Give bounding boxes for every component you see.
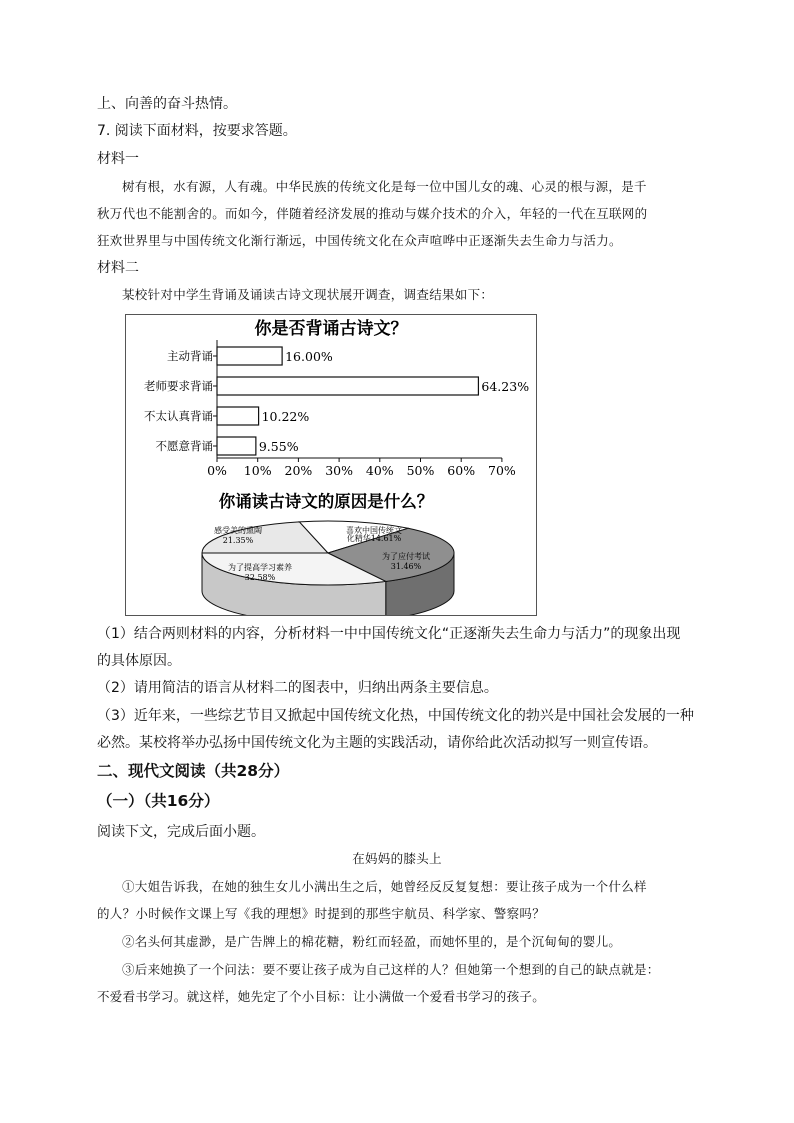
pie-slice-label: 喜欢中国传统文 — [346, 526, 402, 535]
material-2-paragraph: 某校针对中学生背诵及诵读古诗文现状展开调查，调查结果如下： — [122, 287, 494, 302]
material-1-label: 材料一 — [97, 151, 139, 167]
pie-slice-value-label: 31.46% — [390, 562, 422, 571]
text-line: 上、向善的奋斗热情。 — [97, 96, 237, 112]
bar-value-label: 64.23% — [481, 379, 530, 394]
pie-slice-label: 为了应付考试 — [382, 552, 430, 561]
bar-value-label: 9.55% — [258, 439, 299, 454]
pie-chart-title: 你诵读古诗文的原因是什么？ — [218, 492, 434, 511]
bar-x-tick-label: 10% — [243, 463, 272, 478]
survey-chart-svg — [126, 315, 536, 615]
sub-question-1-cont: 的具体原因。 — [97, 653, 181, 669]
pie-slice-value-label: 32.58% — [244, 573, 276, 582]
bar-category-label: 不愿意背诵 — [155, 439, 213, 453]
bar — [217, 437, 256, 455]
pie-slice-label: 感受美的熏陶 — [214, 526, 262, 535]
material-1-paragraph: 树有根，水有源，人有魂。中华民族的传统文化是每一位中国儿女的魂、心灵的根与源，是千 — [122, 179, 647, 194]
section-heading: 二、现代文阅读（共28分） — [97, 762, 290, 780]
story-paragraph: ③后来她换了一个问法：要不要让孩子成为自己这样的人？但她第一个想到的自己的缺点就是： — [122, 962, 660, 977]
bar-x-tick-label: 0% — [207, 463, 227, 478]
bar-x-tick-label: 70% — [488, 463, 516, 478]
bar-x-tick-label: 50% — [406, 463, 435, 478]
bar-x-tick-label: 20% — [284, 463, 313, 478]
bar-category-label: 老师要求背诵 — [144, 379, 213, 393]
subsection-heading: （一）（共16分） — [97, 792, 220, 810]
bar-value-label: 10.22% — [261, 409, 310, 424]
sub-question-2: （2）请用简洁的语言从材料二的图表中，归纳出两条主要信息。 — [97, 680, 498, 696]
bar-x-tick-label: 30% — [325, 463, 353, 478]
sub-question-3-cont: 必然。某校将举办弘扬中国传统文化为主题的实践活动，请你给此次活动拟写一则宣传语。 — [97, 735, 657, 751]
material-2-label: 材料二 — [97, 260, 139, 276]
bar-x-tick-label: 60% — [447, 463, 476, 478]
sub-question-1: （1）结合两则材料的内容，分析材料一中中国传统文化“正逐渐失去生命力与活力”的现象出现 — [97, 626, 681, 642]
bar — [217, 407, 259, 425]
story-paragraph: ②名头何其虚渺，是广告牌上的棉花糖，粉红而轻盈，而她怀里的，是个沉甸甸的婴儿。 — [122, 934, 622, 949]
story-paragraph: 不爱看书学习。就这样，她先定了个小目标：让小满做一个爱看书学习的孩子。 — [97, 989, 546, 1004]
bar-x-tick-label: 40% — [365, 463, 394, 478]
bar-category-label: 不太认真背诵 — [144, 409, 213, 423]
material-1-paragraph: 狂欢世界里与中国传统文化渐行渐远，中国传统文化在众声喧哗中正逐渐失去生命力与活力。 — [97, 233, 622, 248]
bar-category-label: 主动背诵 — [167, 349, 213, 363]
bar-value-label: 16.00% — [285, 349, 333, 364]
story-paragraph: ①大姐告诉我，在她的独生女儿小满出生之后，她曾经反反复复想：要让孩子成为一个什么样 — [122, 879, 647, 894]
bar — [217, 347, 282, 365]
bar — [217, 377, 478, 395]
reading-instruction: 阅读下文，完成后面小题。 — [97, 824, 265, 840]
question-7: 7. 阅读下面材料，按要求答题。 — [97, 123, 297, 139]
story-title: 在妈妈的膝头上 — [352, 851, 442, 866]
story-paragraph: 的人？小时候作文课上写《我的理想》时提到的那些宇航员、科学家、警察吗？ — [97, 906, 546, 921]
sub-question-3: （3）近年来，一些综艺节目又掀起中国传统文化热，中国传统文化的勃兴是中国社会发展的一种 — [97, 708, 694, 724]
material-1-paragraph: 秋万代也不能割舍的。而如今，伴随着经济发展的推动与媒介技术的介入，年轻的一代在互联网的 — [97, 206, 648, 221]
survey-chart-figure — [125, 314, 537, 616]
bar-chart-title: 你是否背诵古诗文？ — [254, 319, 408, 339]
pie-slice-value-label: 21.35% — [222, 536, 254, 545]
pie-slice-value-label: 化精华14.61% — [346, 534, 402, 543]
pie-slice-label: 为了提高学习素养 — [228, 563, 292, 572]
